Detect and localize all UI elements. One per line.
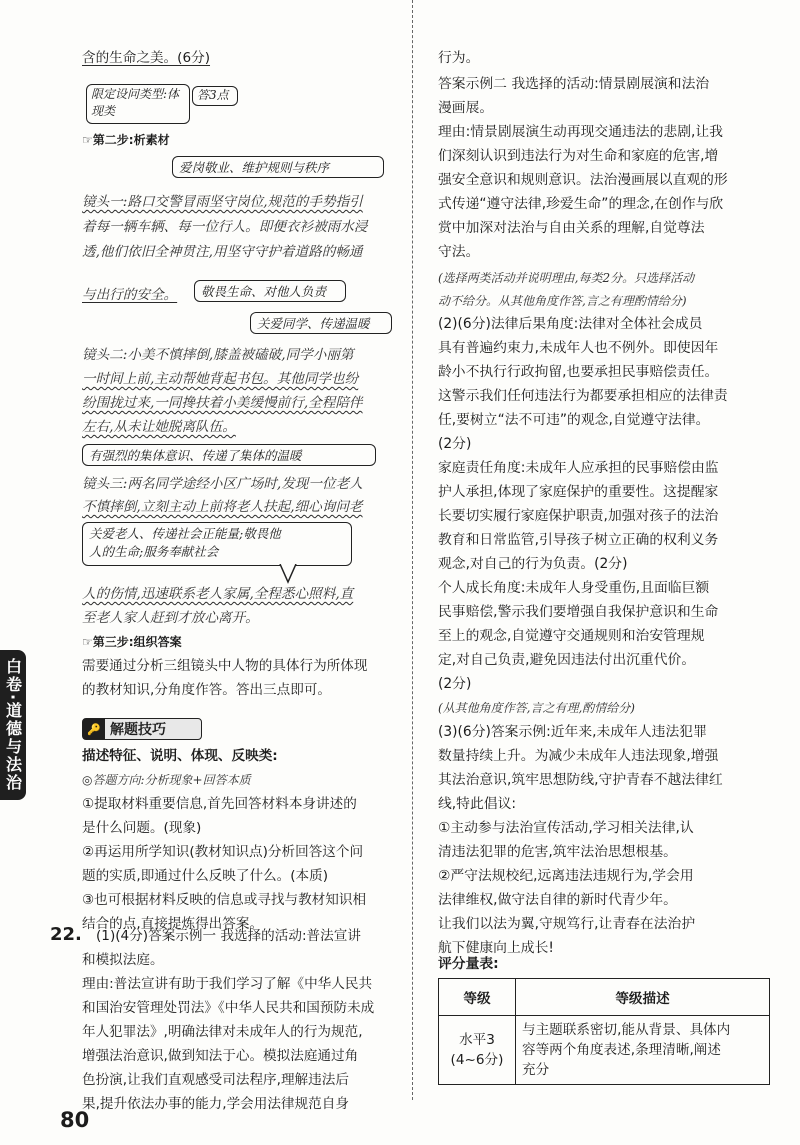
tips-banner [82, 718, 202, 740]
annotation-box-1: 爱岗敬业、维护规则与秩序 [172, 156, 384, 178]
shot1-line-3: 透,他们依旧全神贯注,用坚守守护着道路的畅通 [82, 244, 363, 260]
r-mid-13: 民事赔偿,警示我们要增强自我保护意识和生命 [438, 604, 719, 620]
table-cell-level [439, 1016, 516, 1085]
table-row [439, 1016, 770, 1085]
r-line-1: 行为。 [438, 50, 480, 66]
note1-line-2: 动不给分。从其他角度作答,言之有理酌情给分) [438, 294, 687, 308]
q22-line-2: 和模拟法庭。 [82, 952, 164, 968]
r-mid-3: 龄小不执行行政拘留,也要承担民事赔偿责任。 [438, 364, 719, 380]
scale-title: 评分量表: [438, 956, 499, 972]
description-line-2: 容等两个角度表述,条理清晰,阐述 [522, 1042, 721, 1058]
q22-line-8: 果,提升依法办事的能力,学会用法律规范自身 [82, 1096, 349, 1112]
step3-text-1: 需要通过分析三组镜头中人物的具体行为所体现 [82, 658, 368, 674]
step3-label: 第三步:组织答案 [92, 635, 182, 649]
hand-pointer-icon: ☞ [82, 133, 93, 147]
annotation-box-5-line-1: 关爱老人、传递社会正能量;敬畏他 [89, 526, 281, 541]
table-header-description: 等级描述 [516, 979, 770, 1016]
q22-line-6: 增强法治意识,做到知法于心。模拟法庭通过角 [82, 1048, 359, 1064]
note1-line-1: (选择两类活动并说明理由,每类2分。只选择活动 [438, 271, 695, 285]
r-line-2: 答案示例二 我选择的活动:情景剧展演和法治 [438, 76, 710, 92]
r-mid-11: 观念,对自己的行为负责。(2分) [438, 556, 628, 572]
r-mid-4: 这警示我们任何违法行为都要承担相应的法律责 [438, 388, 728, 404]
shot1-line-2: 着每一辆车辆、每一位行人。即便衣衫被雨水浸 [82, 219, 368, 235]
r-mid-14: 至上的观念,自觉遵守交通规则和治安管理规 [438, 628, 705, 644]
question-type-tag: 限定设问类型:体现类 [86, 84, 190, 124]
tips-item-4: 题的实质,即通过什么反映了什么。(本质) [82, 868, 329, 884]
hand-pointer-icon: ☞ [82, 635, 93, 649]
scoring-scale-table [438, 978, 770, 1085]
intro-line: 含的生命之美。(6分) [82, 50, 211, 66]
r-line-4: 理由:情景剧展演生动再现交通违法的悲剧,让我 [438, 124, 723, 140]
r-line-3: 漫画展。 [438, 100, 494, 116]
shot3-line-3: 人的伤情,迅速联系老人家属,全程悉心照料,直 [82, 586, 354, 602]
shot2-line-4: 左右,从未让她脱离队伍。 [82, 419, 236, 435]
level-name: 水平3 [459, 1032, 495, 1048]
tips-item-1: ①提取材料重要信息,首先回答材料本身讲述的 [82, 796, 357, 812]
r-line-9: 守法。 [438, 244, 480, 260]
r-mid-12: 个人成长角度:未成年人身受重伤,且面临巨额 [438, 580, 710, 596]
tips-item-3: ②再运用所学知识(教材知识点)分析回答这个问 [82, 844, 364, 860]
tips-item-6: 结合的点,直接提炼得出答案。 [82, 916, 264, 932]
r-mid-10: 教育和日常监管,引导孩子树立正确的权利义务 [438, 532, 719, 548]
r-mid-5: 任,要树立“法不可违”的观念,自觉遵守法律。 [438, 412, 710, 428]
question-number: 22. [50, 924, 82, 945]
q22-line-1: (1)(4分)答案示例一 我选择的活动:普法宣讲 [96, 928, 361, 944]
r-mid-6: (2分) [438, 436, 472, 452]
shot3-line-2: 不慎摔倒,立刻主动上前将老人扶起,细心询问老 [82, 499, 363, 515]
tips-title: 描述特征、说明、体现、反映类: [82, 748, 278, 764]
shot1-line-1: 镜头一:路口交警冒雨坚守岗位,规范的手势指引 [82, 194, 363, 210]
r-line-6: 强安全意识和规则意识。法治漫画展以直观的形 [438, 172, 728, 188]
step3-text-2: 的教材知识,分角度作答。答出三点即可。 [82, 682, 332, 698]
shot3-line-1: 镜头三:两名同学途经小区广场时,发现一位老人 [82, 476, 363, 492]
tips-item-5: ③也可根据材料反映的信息或寻找与教材知识相 [82, 892, 367, 908]
description-line-1: 与主题联系密切,能从背景、具体内 [522, 1022, 731, 1038]
q22-line-7: 色扮演,让我们直观感受司法程序,理解违法后 [82, 1072, 349, 1088]
r-mid-2: 具有普遍约束力,未成年人也不例外。即使因年 [438, 340, 719, 356]
step3-heading [82, 632, 182, 652]
r-bot-2: 数量持续上升。为减少未成年人违法现象,增强 [438, 748, 719, 764]
table-cell-description [516, 1016, 770, 1085]
r-bot-1: (3)(6分)答案示例:近年来,未成年人违法犯罪 [438, 724, 707, 740]
r-mid-1: (2)(6分)法律后果角度:法律对全体社会成员 [438, 316, 703, 332]
annotation-box-3: 关爱同学、传递温暖 [250, 312, 392, 334]
key-icon: 🔑 [83, 719, 105, 739]
page-number: 80 [60, 1108, 90, 1132]
r-mid-8: 护人承担,体现了家庭保护的重要性。这提醒家 [438, 484, 719, 500]
annotation-box-2: 敬畏生命、对他人负责 [194, 280, 346, 302]
r-mid-7: 家庭责任角度:未成年人应承担的民事赔偿由监 [438, 460, 719, 476]
column-divider [412, 0, 413, 1100]
shot2-line-2: 一时间上前,主动帮她背起书包。其他同学也纷 [82, 371, 359, 387]
level-range: (4~6分) [450, 1052, 504, 1068]
description-line-3: 充分 [522, 1062, 550, 1078]
side-tab [0, 650, 26, 800]
r-line-8: 赏中加深对法治与自由关系的理解,自觉尊法 [438, 220, 705, 236]
annotation-box-4: 有强烈的集体意识、传递了集体的温暖 [82, 444, 376, 466]
r-bot-4: 线,特此倡议: [438, 796, 517, 812]
r-bot-5: ①主动参与法治宣传活动,学习相关法律,认 [438, 820, 694, 836]
r-line-5: 们深刻认识到违法行为对生命和家庭的危害,增 [438, 148, 719, 164]
tips-label: 解题技巧 [110, 722, 166, 738]
r-mid-16: (2分) [438, 676, 472, 692]
q22-line-4: 和国治安管理处罚法》《中华人民共和国预防未成 [82, 1000, 375, 1016]
r-bot-8: 法律维权,做守法自律的新时代青少年。 [438, 892, 677, 908]
annotation-box-5 [82, 522, 352, 566]
r-bot-3: 其法治意识,筑牢思想防线,守护青春不越法律红 [438, 772, 723, 788]
tips-item-2: 是什么问题。(现象) [82, 820, 202, 836]
r-line-7: 式传递“遵守法律,珍爱生命”的理念,在创作与欣 [438, 196, 724, 212]
shot2-line-1: 镜头二:小美不慎摔倒,膝盖被磕破,同学小丽第 [82, 347, 354, 363]
r-bot-9: 让我们以法为翼,守规笃行,让青春在法治护 [438, 916, 696, 932]
callout-pointer [278, 564, 298, 584]
step2-label: 第二步:析素材 [92, 133, 170, 147]
shot2-line-3: 纷围拢过来,一同搀扶着小美缓慢前行,全程陪伴 [82, 395, 363, 411]
r-mid-9: 长要切实履行家庭保护职责,加强对孩子的法治 [438, 508, 719, 524]
r-bot-7: ②严守法规校纪,远离违法违规行为,学会用 [438, 868, 694, 884]
table-header-level: 等级 [439, 979, 516, 1016]
q22-line-5: 年人犯罪法》,明确法律对未成年人的行为规范, [82, 1024, 363, 1040]
r-bot-6: 清违法犯罪的危害,筑牢法治思想根基。 [438, 844, 677, 860]
table-header-row [439, 979, 770, 1016]
shot3-line-4: 至老人家人赶到才放心离开。 [82, 610, 259, 626]
side-tab-label: 白卷·道德与法治 [3, 657, 23, 793]
annotation-box-5-line-2: 人的生命;服务奉献社会 [89, 544, 219, 559]
q22-line-3: 理由:普法宣讲有助于我们学习了解《中华人民共 [82, 976, 373, 992]
note2: (从其他角度作答,言之有理,酌情给分) [438, 701, 635, 715]
step2-heading [82, 130, 170, 150]
points-tag: 答3点 [192, 86, 238, 106]
shot1-line-4: 与出行的安全。 [82, 287, 178, 303]
tips-direction: ◎答题方向:分析现象+回答本质 [82, 773, 251, 787]
r-bot-10: 航下健康向上成长! [438, 940, 554, 956]
r-mid-15: 定,对自己负责,避免因违法付出沉重代价。 [438, 652, 696, 668]
